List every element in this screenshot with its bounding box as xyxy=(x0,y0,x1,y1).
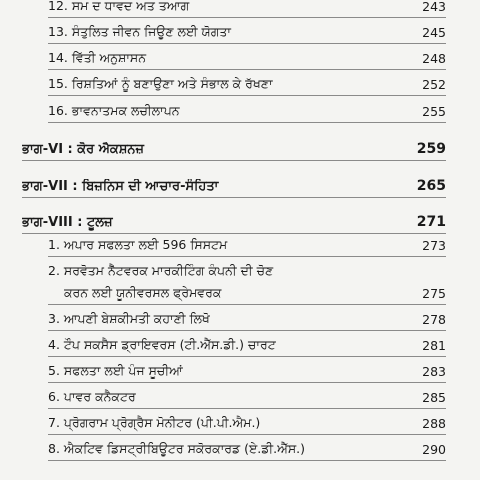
toc-entry-tool-4 xyxy=(48,333,446,357)
toc-entry-page: 273 xyxy=(422,238,446,253)
toc-entry-16 xyxy=(48,99,446,123)
toc-entry-title: 12. ਸਮ ਦ ਧਾਵਦ ਅਤ ਤਆਗ xyxy=(48,0,190,13)
toc-entry-page: 283 xyxy=(422,364,446,379)
toc-entry-tool-6 xyxy=(48,385,446,409)
toc-entry-title: 15. ਰਿਸ਼ਤਿਆਂ ਨੂੰ ਬਣਾਉਣਾ ਅਤੇ ਸੰਭਾਲ ਕੇ ਰੱਖਣਾ xyxy=(48,76,273,91)
toc-entry-page: 255 xyxy=(422,104,446,119)
toc-part-title: ਭਾਗ-VII : ਬਿਜ਼ਨਿਸ ਦੀ ਆਚਾਰ-ਸੰਹਿਤਾ xyxy=(22,179,219,194)
toc-entry-13 xyxy=(48,20,446,44)
toc-entry-page: 252 xyxy=(422,77,446,92)
toc-entry-title: 1. ਅਪਾਰ ਸਫਲਤਾ ਲਈ 596 ਸਿਸਟਮ xyxy=(48,237,228,252)
toc-entry-title: 13. ਸੰਤੁਲਿਤ ਜੀਵਨ ਜਿਊਣ ਲਈ ਯੋਗਤਾ xyxy=(48,24,231,39)
toc-entry-page: 290 xyxy=(422,442,446,457)
toc-part-7 xyxy=(22,170,446,198)
toc-part-title: ਭਾਗ-VI : ਕੋਰ ਐਕਸ਼ਨਜ਼ xyxy=(22,142,144,157)
toc-entry-tool-2-line1 xyxy=(48,258,446,282)
toc-entry-title: 5. ਸਫਲਤਾ ਲਈ ਪੰਜ ਸੂਚੀਆਂ xyxy=(48,363,183,378)
toc-entry-title: 16. ਭਾਵਨਾਤਮਕ ਲਚੀਲਾਪਨ xyxy=(48,103,180,118)
toc-entry-title: 2. ਸਰਵੋਤਮ ਨੈੱਟਵਰਕ ਮਾਰਕੀਟਿੰਗ ਕੰਪਨੀ ਦੀ ਚੋਣ xyxy=(48,263,274,278)
toc-entry-title: 7. ਪ੍ਰੋਗਰਾਮ ਪ੍ਰੋਗ੍ਰੈਸ ਮੋਨੀਟਰ (ਪੀ.ਪੀ.ਐਮ.) xyxy=(48,415,261,430)
toc-entry-page: 275 xyxy=(422,286,446,301)
toc-entry-page: 245 xyxy=(422,25,446,40)
toc-entry-page: 285 xyxy=(422,390,446,405)
toc-entry-15 xyxy=(48,72,446,96)
toc-part-title: ਭਾਗ-VIII : ਟੂਲਜ਼ xyxy=(22,215,113,230)
toc-entry-tool-3 xyxy=(48,307,446,331)
toc-entry-tool-1 xyxy=(48,233,446,257)
toc-part-6 xyxy=(22,133,446,161)
toc-part-8 xyxy=(22,206,446,234)
toc-entry-title: 6. ਪਾਵਰ ਕਨੈਕਟਰ xyxy=(48,389,136,404)
toc-entry-tool-5 xyxy=(48,359,446,383)
toc-part-page: 259 xyxy=(416,141,446,157)
toc-part-page: 265 xyxy=(416,178,446,194)
toc-entry-title: 4. ਟੌਪ ਸਕਸੈਸ ਡ੍ਰਾਇਵਰਸ (ਟੀ.ਐੱਸ.ਡੀ.) ਚਾਰਟ xyxy=(48,337,276,352)
toc-entry-12 xyxy=(48,0,446,18)
toc-entry-page: 278 xyxy=(422,312,446,327)
toc-entry-page: 288 xyxy=(422,416,446,431)
toc-part-page: 271 xyxy=(416,214,446,230)
toc-entry-title: 14. ਵਿੱਤੀ ਅਨੁਸ਼ਾਸਨ xyxy=(48,50,147,65)
toc-entry-tool-2-line2 xyxy=(48,281,446,305)
toc-entry-page: 248 xyxy=(422,51,446,66)
toc-entry-page: 243 xyxy=(422,0,446,14)
toc-entry-title: 3. ਆਪਣੀ ਬੇਸ਼ਕੀਮਤੀ ਕਹਾਣੀ ਲਿਖੋ xyxy=(48,311,210,326)
toc-entry-title: ਕਰਨ ਲਈ ਯੂਨੀਵਰਸਲ ਫ੍ਰੇਮਵਰਕ xyxy=(64,285,222,300)
toc-entry-title: 8. ਐਕਟਿਵ ਡਿਸਟ੍ਰੀਬਿਊਟਰ ਸਕੋਰਕਾਰਡ (ਏ.ਡੀ.ਐੱਸ.) xyxy=(48,441,306,456)
toc-entry-page: 281 xyxy=(422,338,446,353)
toc-entry-14 xyxy=(48,46,446,70)
toc-entry-tool-8 xyxy=(48,437,446,461)
toc-entry-tool-7 xyxy=(48,411,446,435)
